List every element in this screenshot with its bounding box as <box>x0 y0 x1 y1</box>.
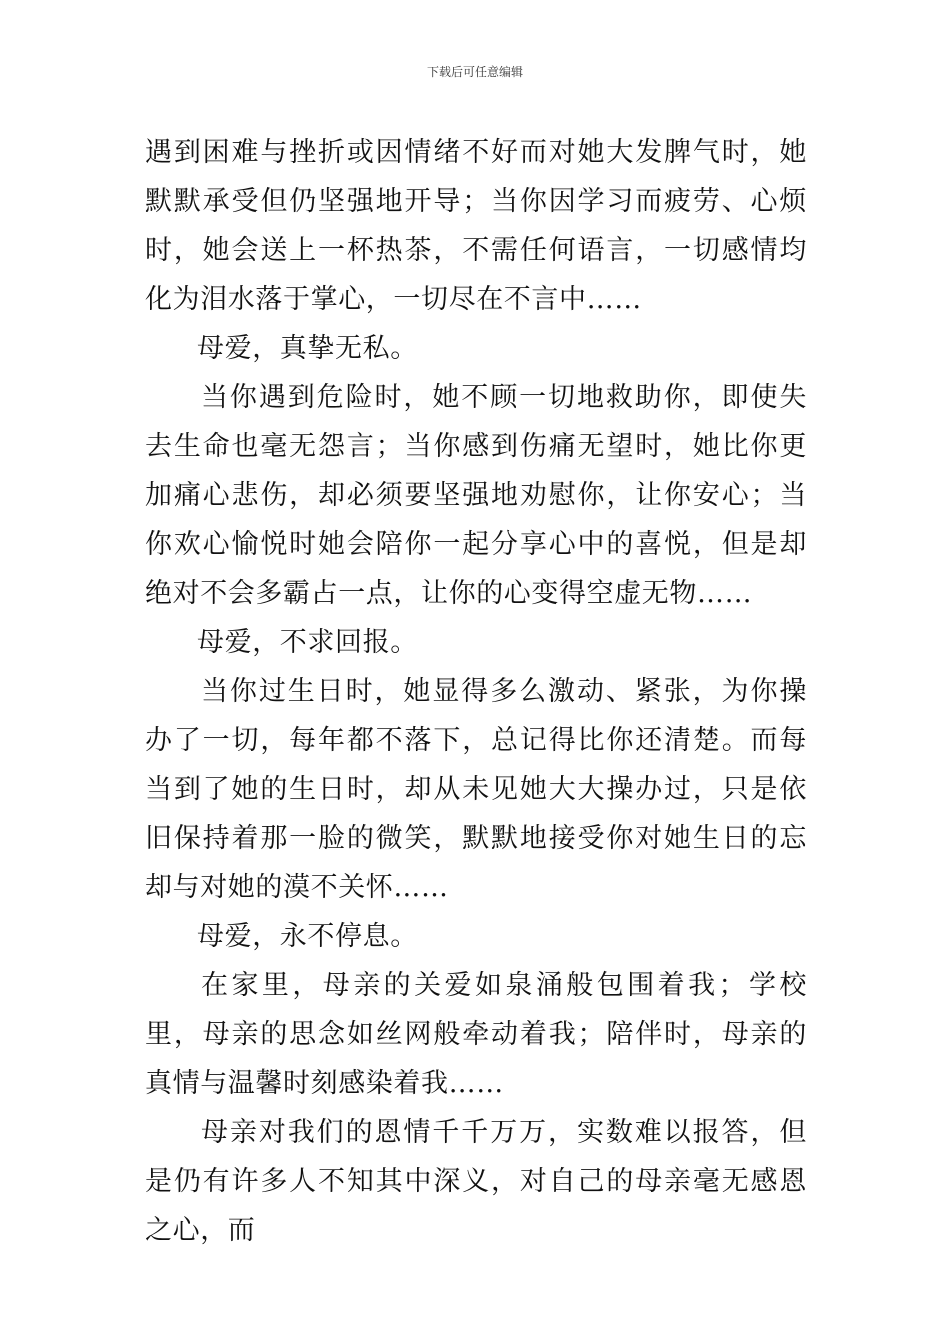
page-header-note: 下载后可任意编辑 <box>426 65 523 79</box>
paragraph-heading-never-stop: 母爱，永不停息。 <box>197 921 418 952</box>
paragraph-birthday: 当你过生日时，她显得多么激动、紧张，为你操办了一切，每年都不落下，总记得比你还清楚。而每当到了她的生日时，却从未见她大大操办过，只是依旧保持着那一脸的微笑，默默地接受你对她生日的忘却与对她的漠不关怀…… <box>145 676 807 903</box>
paragraph-gratitude: 母亲对我们的恩情千千万万，实数难以报答，但是仍有许多人不知其中深义，对自己的母亲毫无感恩之心，而 <box>145 1117 807 1246</box>
paragraph-continued: 遇到困难与挫折或因情绪不好而对她大发脾气时，她默默承受但仍坚强地开导；当你因学习而疲劳、心烦时，她会送上一杯热茶，不需任何语言，一切感情均化为泪水落于掌心，一切尽在不言中…… <box>145 137 807 315</box>
paragraph-heading-sincere: 母爱，真挚无私。 <box>197 333 418 364</box>
paragraph-heading-no-return: 母爱，不求回报。 <box>197 627 418 658</box>
document-body <box>145 128 807 1255</box>
paragraph-home: 在家里，母亲的关爱如泉涌般包围着我；学校里，母亲的思念如丝网般牵动着我；陪伴时，母亲的真情与温馨时刻感染着我…… <box>145 970 807 1099</box>
paragraph-danger: 当你遇到危险时，她不顾一切地救助你，即使失去生命也毫无怨言；当你感到伤痛无望时，她比你更加痛心悲伤，却必须要坚强地劝慰你，让你安心；当你欢心愉悦时她会陪你一起分享心中的喜悦，但是却绝对不会多霸占一点，让你的心变得空虚无物…… <box>145 382 807 609</box>
